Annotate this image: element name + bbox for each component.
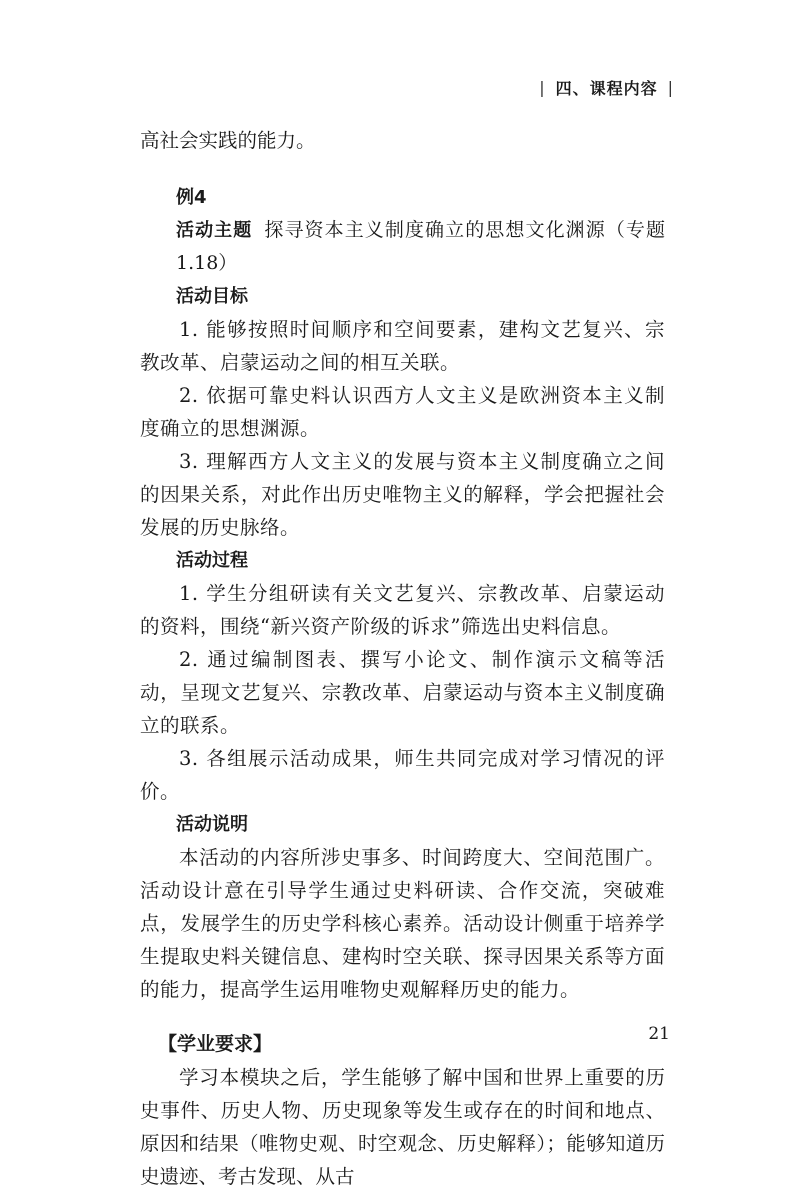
explanation-label: 活动说明 bbox=[176, 814, 248, 835]
objective-item: 2. 依据可靠史料认识西方人文主义是欧洲资本主义制度确立的思想渊源。 bbox=[140, 384, 665, 440]
activity-theme bbox=[140, 214, 665, 280]
header-bar-left: | bbox=[539, 78, 546, 97]
activity-theme-text: 探寻资本主义制度确立的思想文化渊源（专题1.18） bbox=[176, 219, 665, 274]
requirement-paragraph: 学习本模块之后，学生能够了解中国和世界上重要的历史事件、历史人物、历史现象等发生或存在的时间和地点、原因和结果（唯物史观、时空观念、历史解释）；能够知道历史遗迹、考古发现、从古 bbox=[140, 1066, 665, 1188]
process-item: 1. 学生分组研读有关文艺复兴、宗教改革、启蒙运动的资料，围绕“新兴资产阶级的诉求”筛选出史料信息。 bbox=[140, 582, 665, 638]
process-item: 3. 各组展示活动成果，师生共同完成对学习情况的评价。 bbox=[140, 747, 665, 803]
page-body bbox=[140, 124, 665, 1193]
objective-item: 3. 理解西方人文主义的发展与资本主义制度确立之间的因果关系，对此作出历史唯物主义的解释，学会把握社会发展的历史脉络。 bbox=[140, 450, 665, 539]
page-number: 21 bbox=[648, 1024, 670, 1044]
chapter-title: 四、课程内容 bbox=[555, 79, 658, 98]
activity-theme-label: 活动主题 bbox=[176, 220, 253, 241]
running-header bbox=[539, 76, 674, 99]
process-label: 活动过程 bbox=[176, 550, 248, 571]
example-title: 例4 bbox=[176, 187, 207, 208]
objectives-label: 活动目标 bbox=[176, 286, 248, 307]
section-heading: 【学业要求】 bbox=[158, 1033, 273, 1055]
process-item: 2. 通过编制图表、撰写小论文、制作演示文稿等活动，呈现文艺复兴、宗教改革、启蒙运动与资本主义制度确立的联系。 bbox=[140, 648, 665, 737]
explanation-paragraph: 本活动的内容所涉史事多、时间跨度大、空间范围广。活动设计意在引导学生通过史料研读、合作交流，突破难点，发展学生的历史学科核心素养。活动设计侧重于培养学生提取史料关键信息、建构时空关联、探寻因果关系等方面的能力，提高学生运用唯物史观解释历史的能力。 bbox=[140, 846, 665, 1001]
continuation-paragraph: 高社会实践的能力。 bbox=[140, 129, 316, 152]
objective-item: 1. 能够按照时间顺序和空间要素，建构文艺复兴、宗教改革、启蒙运动之间的相互关联。 bbox=[140, 318, 665, 374]
header-bar-right: | bbox=[667, 78, 674, 97]
